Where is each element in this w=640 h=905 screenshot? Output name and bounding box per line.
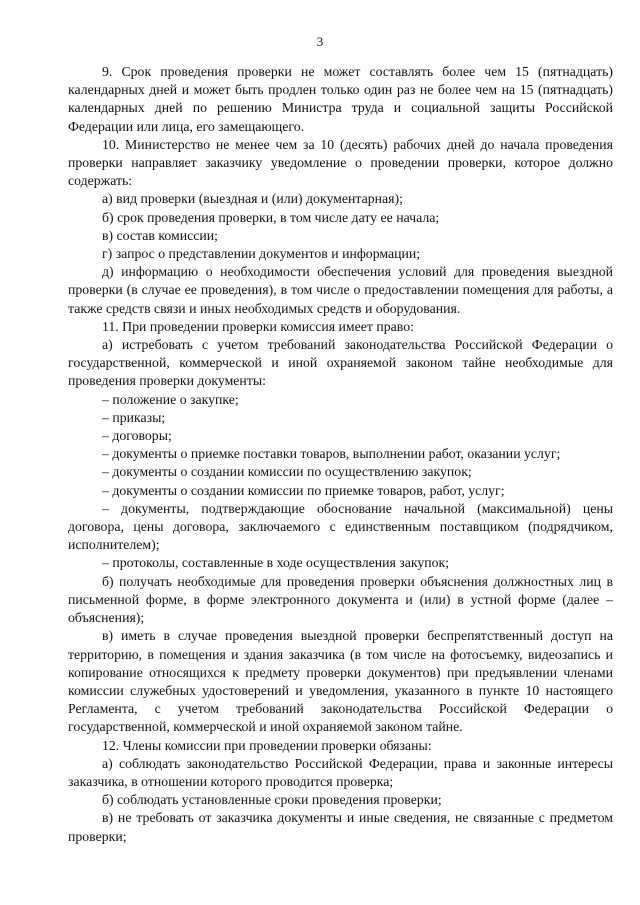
list-item-11a: а) истребовать с учетом требований законодательства Российской Федерации о государственной, коммерческой и иной охраняемой законом тайне необходимые для проведения проверки документы:	[68, 337, 613, 389]
dash-item: – документы о создании комиссии по приемке товаров, работ, услуг;	[102, 482, 505, 498]
dash-item: – документы, подтверждающие обоснование начальной (максимальной) цены договора, цены договора, заключаемого с единственным поставщиком (подрядчиком, исполнителем);	[68, 500, 613, 553]
dash-item: – приказы;	[102, 409, 166, 425]
paragraph-12: 12. Члены комиссии при проведении проверки обязаны:	[102, 737, 432, 753]
dash-item: – положение о закупке;	[102, 391, 239, 407]
list-item-10g: г) запрос о представлении документов и информации;	[102, 246, 421, 262]
list-item-10d: д) информацию о необходимости обеспечения условий для проведения выездной проверки (в случае ее проведения), в том числе о предоставлении помещения для работы, а также средств связи и иных необходимых средств и оборудования.	[68, 264, 613, 316]
list-item-12a: а) соблюдать законодательство Российской Федерации, права и законные интересы заказчика, в отношении которого проводится проверка;	[68, 755, 613, 789]
dash-item: – документы о создании комиссии по осуществлению закупок;	[102, 464, 472, 480]
document-body	[68, 63, 613, 846]
list-item-12v: в) не требовать от заказчика документы и иные сведения, не связанные с предметом проверки;	[68, 810, 613, 844]
dash-item: – договоры;	[102, 428, 172, 444]
list-item-10b: б) срок проведения проверки, в том числе дату ее начала;	[102, 209, 440, 225]
list-item-11b: б) получать необходимые для проведения проверки объяснения должностных лиц в письменной форме, в форме электронного документа и (или) в устной форме (далее – объяснения);	[68, 573, 613, 626]
page-number: 3	[316, 34, 324, 49]
dash-item: – документы о приемке поставки товаров, выполнении работ, оказании услуг;	[102, 446, 561, 462]
list-item-10a: а) вид проверки (выездная и (или) документарная);	[102, 191, 403, 207]
list-item-12b: б) соблюдать установленные сроки проведения проверки;	[102, 792, 442, 808]
dash-item: – протоколы, составленные в ходе осуществления закупок;	[102, 555, 450, 571]
list-item-10v: в) состав комиссии;	[102, 227, 218, 243]
paragraph-11: 11. При проведении проверки комиссия имеет право:	[102, 318, 414, 334]
paragraph-9: 9. Срок проведения проверки не может составлять более чем 15 (пятнадцать) календарных дней и может быть продлен только один раз не более чем на 15 (пятнадцать) календарных дней по решению Министра труда и социальной защиты Российской Федерации или лица, его замещающего.	[68, 64, 613, 134]
list-item-11v: в) иметь в случае проведения выездной проверки беспрепятственный доступ на территорию, в помещения и здания заказчика (в том числе на фотосъемку, видеозапись и копирование относящихся к предмету проверки документов) при предъявлении членами комиссии служебных удостоверений и уведомления, указанного в пункте 10 настоящего Регламента, с учетом требований законодательства Российской Федерации о государственной, коммерческой и иной охраняемой законом тайне.	[68, 628, 613, 735]
paragraph-10: 10. Министерство не менее чем за 10 (десять) рабочих дней до начала проведения проверки направляет заказчику уведомление о проведении проверки, которое должно содержать:	[68, 136, 613, 189]
